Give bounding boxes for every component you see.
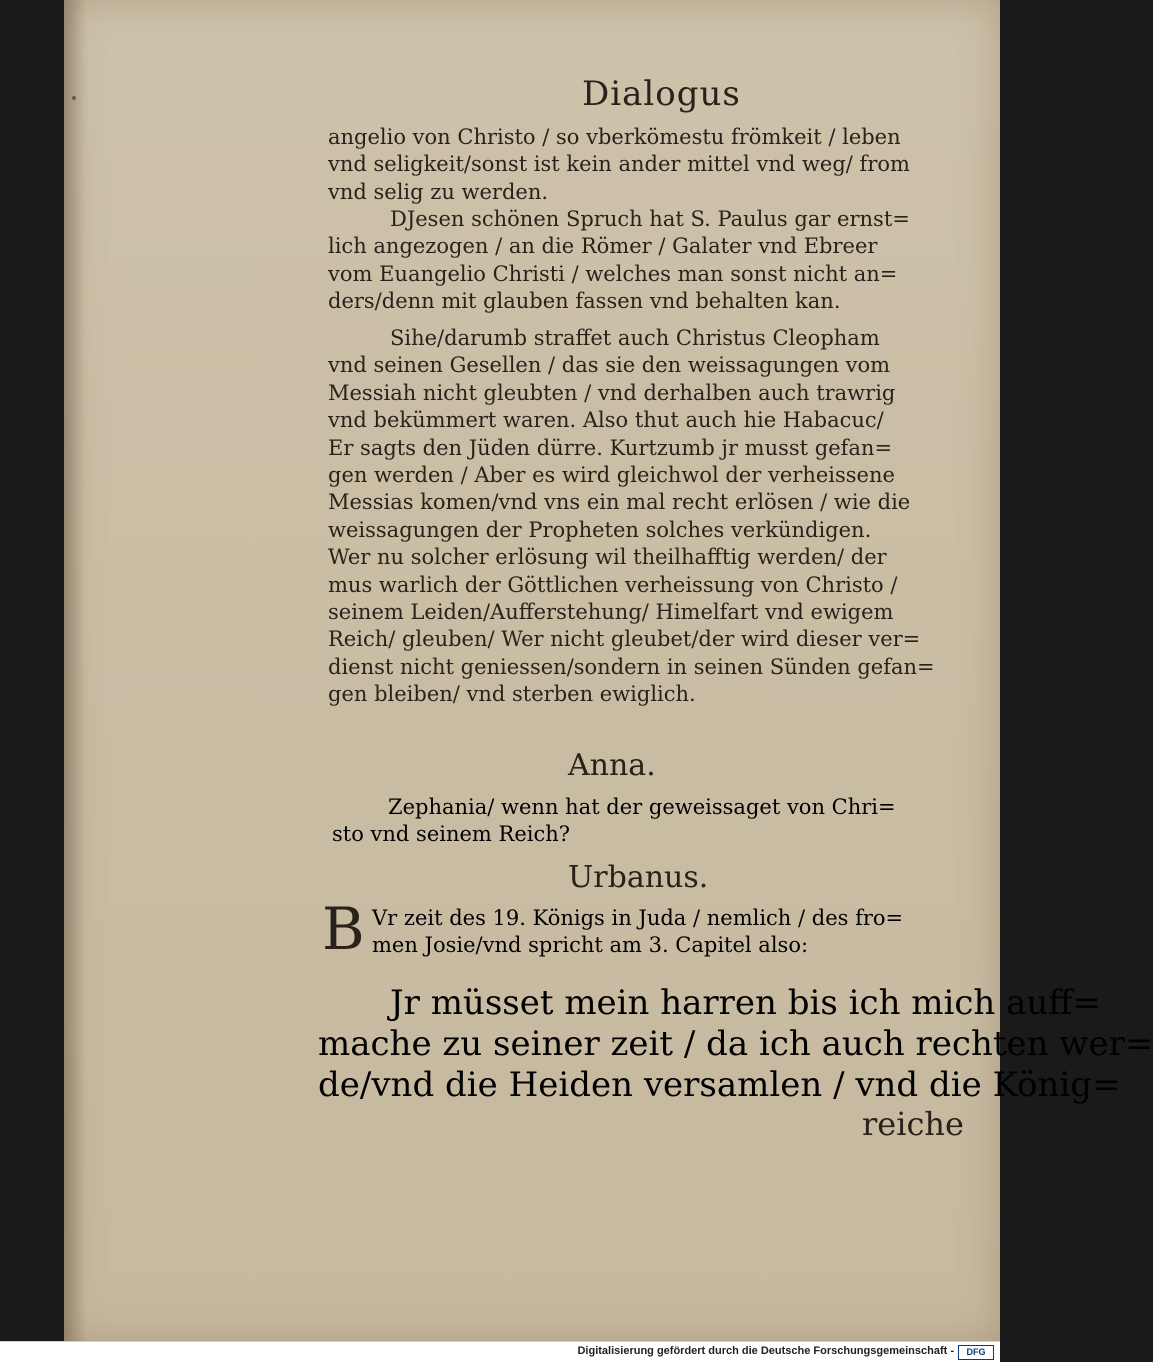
text-line: dienst nicht geniessen/sondern in seinen Sünden gefan= bbox=[328, 654, 935, 679]
text-line: Messias komen/vnd vns ein mal recht erlösen / wie die bbox=[328, 490, 911, 515]
text-line: mache zu seiner zeit / da ich auch rechten wer= bbox=[318, 1024, 1153, 1064]
text-line: seinem Leiden/Aufferstehung/ Himelfart vnd ewigem bbox=[328, 600, 894, 625]
scripture-quote bbox=[318, 983, 1153, 1106]
page-speck bbox=[72, 96, 76, 100]
text-line: vom Euangelio Christi / welches man sonst nicht an= bbox=[328, 261, 898, 286]
text-line: gen bleiben/ vnd sterben ewiglich. bbox=[328, 682, 696, 707]
text-line: vnd seligkeit/sonst ist kein ander mittel vnd weg/ from bbox=[328, 152, 910, 177]
text-line: de/vnd die Heiden versamlen / vnd die König= bbox=[318, 1065, 1121, 1105]
text-line: vnd bekümmert waren. Also thut auch hie Habacuc/ bbox=[328, 408, 884, 433]
text-line: vnd seinen Gesellen / das sie den weissagungen vom bbox=[328, 353, 891, 378]
digitization-footer bbox=[0, 1341, 1000, 1362]
text-line: men Josie/vnd spricht am 3. Capitel also: bbox=[372, 933, 809, 957]
question-anna bbox=[332, 794, 962, 848]
text-line: Er sagts den Jüden dürre. Kurtzumb jr musst gefan= bbox=[328, 435, 893, 460]
answer-urbanus bbox=[372, 905, 962, 959]
funding-notice: Digitalisierung gefördert durch die Deutsche Forschungsgemeinschaft - bbox=[577, 1345, 954, 1357]
running-title: Dialogus bbox=[582, 74, 741, 114]
text-line: Jr müsset mein harren bis ich mich auff= bbox=[390, 983, 1101, 1023]
text-line: mus warlich der Göttlichen verheissung von Christo / bbox=[328, 572, 898, 597]
paragraph-1 bbox=[328, 124, 968, 206]
text-line: Sihe/darumb straffet auch Christus Cleopham bbox=[390, 326, 880, 350]
text-line: lich angezogen / an die Römer / Galater vnd Ebreer bbox=[328, 234, 878, 259]
text-line: Reich/ gleuben/ Wer nicht gleubet/der wird dieser ver= bbox=[328, 627, 921, 652]
text-line: Wer nu solcher erlösung wil theilhafftig werden/ der bbox=[328, 545, 887, 570]
text-line: vnd selig zu werden. bbox=[328, 179, 549, 204]
catchword: reiche bbox=[862, 1105, 964, 1143]
paragraph-3 bbox=[328, 325, 968, 709]
drop-capital: B bbox=[322, 895, 365, 963]
page-gutter-shadow bbox=[64, 0, 86, 1342]
text-line: ders/denn mit glauben fassen vnd behalten kan. bbox=[328, 289, 841, 314]
speaker-urbanus: Urbanus. bbox=[568, 860, 709, 895]
text-line: Zephania/ wenn hat der geweissaget von Chri= bbox=[388, 795, 896, 819]
text-line: sto vnd seinem Reich? bbox=[332, 822, 571, 846]
speaker-anna: Anna. bbox=[568, 748, 656, 783]
text-line: Vr zeit des 19. Königs in Juda / nemlich / des fro= bbox=[372, 906, 904, 930]
paragraph-2 bbox=[328, 206, 968, 316]
text-line: DJesen schönen Spruch hat S. Paulus gar ernst= bbox=[390, 207, 910, 231]
text-line: angelio von Christo / so vberkömestu frömkeit / leben bbox=[328, 125, 901, 149]
dfg-logo: DFG bbox=[958, 1345, 994, 1360]
text-line: Messiah nicht gleubten / vnd derhalben auch trawrig bbox=[328, 380, 896, 405]
text-line: weissagungen der Propheten solches verkündigen. bbox=[328, 517, 872, 542]
text-line: gen werden / Aber es wird gleichwol der verheissene bbox=[328, 463, 895, 488]
